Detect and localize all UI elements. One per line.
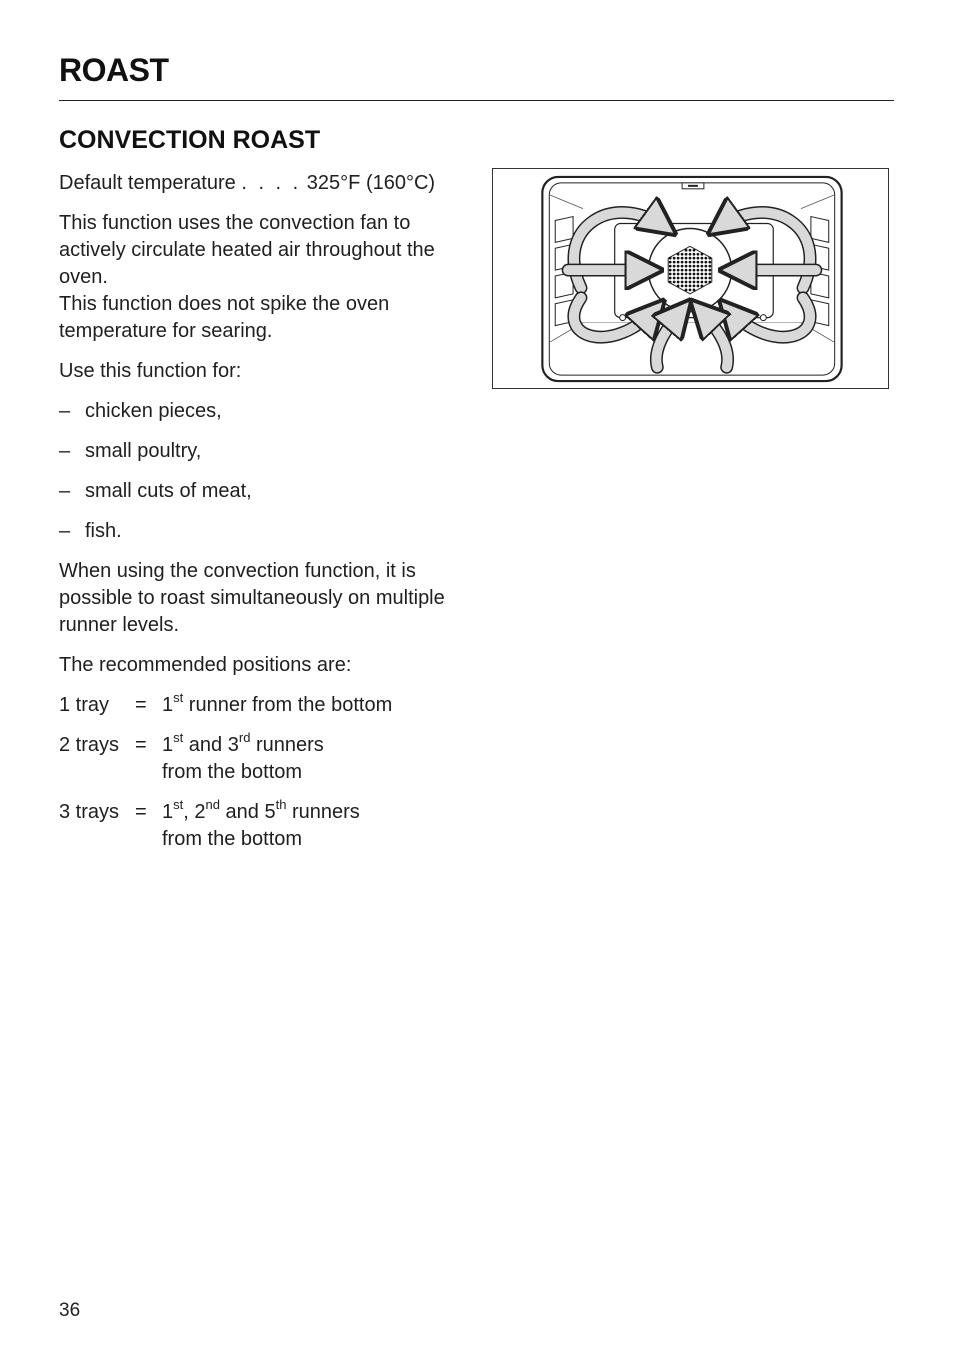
position-row (59, 692, 479, 719)
fan-grille-hole (677, 265, 680, 268)
fan-grille-hole (673, 261, 676, 264)
fan-grille-hole (704, 261, 707, 264)
use-list-item (59, 398, 479, 425)
use-list-item (59, 478, 479, 505)
fan-grille-hole (673, 269, 676, 272)
fan-grille-hole (689, 261, 692, 264)
fan-grille-hole (701, 269, 704, 272)
fan-grille-hole (673, 257, 676, 260)
multi-level-paragraph: When using the convection function, it is possible to roast simultaneously on multiple runner levels. (59, 560, 445, 636)
fan-grille-hole (681, 277, 684, 280)
fan-grille-hole (693, 281, 696, 284)
fan-grille-hole (689, 249, 692, 252)
fan-grille-hole (708, 281, 711, 284)
fan-grille-hole (689, 265, 692, 268)
use-list-item-text: fish. (85, 520, 122, 542)
fan-grille-hole (685, 269, 688, 272)
position-tray-count: 2 trays (59, 734, 120, 756)
fan-grille-hole (681, 285, 684, 288)
fan-grille-hole (685, 281, 688, 284)
default-temperature-value: 325°F (160°C) (306, 172, 436, 194)
fan-grille-hole (677, 253, 680, 256)
fan-grille-hole (689, 269, 692, 272)
bullet-dash: – (59, 520, 71, 542)
fan-grille-hole (693, 285, 696, 288)
uses-list (59, 398, 479, 545)
fan-grille-hole (677, 261, 680, 264)
title-divider (59, 100, 894, 101)
ordinal-suffix: th (275, 797, 287, 813)
fan-grille-hole (693, 269, 696, 272)
position-row (59, 799, 479, 853)
fan-grille-hole (701, 277, 704, 280)
fan-grille-hole (685, 273, 688, 276)
fan-grille-hole (689, 257, 692, 260)
fan-grille-hole (708, 257, 711, 260)
fan-grille-hole (697, 269, 700, 272)
fan-grille-hole (669, 281, 672, 284)
fan-grille-hole (693, 253, 696, 256)
position-tray-count: 1 tray (59, 694, 110, 716)
fan-grille-hole (681, 253, 684, 256)
page-title: ROAST (59, 52, 169, 88)
default-temperature-label: Default temperature (59, 172, 236, 194)
fan-grille-hole (704, 257, 707, 260)
bullet-dash: – (59, 480, 71, 502)
fan-grille-hole (693, 277, 696, 280)
fan-grille-hole (704, 265, 707, 268)
fan-grille-hole (685, 257, 688, 260)
description-line-1: This function uses the convection fan to actively circulate heated air throughout the oven. (59, 212, 435, 288)
fan-grille-hole (669, 257, 672, 260)
fan-grille-hole (669, 265, 672, 268)
fan-grille-hole (681, 273, 684, 276)
position-equals: = (135, 694, 147, 716)
position-runner-description: 1st runner from the bottom (162, 690, 393, 716)
leader-dots: . . . . (241, 172, 302, 194)
fan-grille-hole (704, 281, 707, 284)
position-row (59, 732, 479, 786)
fan-grille-hole (697, 257, 700, 260)
fan-grille-hole (697, 281, 700, 284)
fan-grille-hole (697, 285, 700, 288)
use-list-item-text: small poultry, (85, 440, 202, 462)
fan-grille-hole (669, 261, 672, 264)
fan-grille-hole (689, 281, 692, 284)
recommended-intro: The recommended positions are: (59, 654, 352, 676)
use-list-item (59, 438, 479, 465)
oven-convection-airflow-icon (493, 169, 888, 388)
fan-grille-hole (708, 261, 711, 264)
fan-grille-hole (681, 257, 684, 260)
position-runner-description: 1st and 3rd runners from the bottom (162, 730, 324, 783)
fan-grille-hole (685, 277, 688, 280)
ordinal-suffix: rd (238, 730, 251, 746)
fan-grille-hole (673, 277, 676, 280)
fan-grille-hole (685, 249, 688, 252)
fan-grille-hole (701, 285, 704, 288)
position-equals: = (135, 734, 147, 756)
fan-grille-hole (708, 277, 711, 280)
fan-grille-hole (685, 285, 688, 288)
section-title: CONVECTION ROAST (59, 126, 321, 154)
fan-grille-hole (689, 289, 692, 292)
bullet-dash: – (59, 400, 71, 422)
fan-grille-hole (697, 277, 700, 280)
fan-grille-hole (677, 281, 680, 284)
ordinal-suffix: nd (205, 797, 220, 813)
fan-grille-hole (701, 257, 704, 260)
fan-grille-hole (677, 277, 680, 280)
description-line-2: This function does not spike the oven temperature for searing. (59, 293, 390, 342)
position-tray-count: 3 trays (59, 801, 120, 823)
fan-grille-hole (697, 261, 700, 264)
fan-grille-hole (708, 273, 711, 276)
fan-grille-hole (697, 273, 700, 276)
use-list-item-text: small cuts of meat, (85, 480, 252, 502)
fan-grille-hole (693, 265, 696, 268)
fan-grille-hole (697, 253, 700, 256)
fan-grille-hole (685, 261, 688, 264)
fan-grille-hole (677, 257, 680, 260)
fan-grille-hole (704, 269, 707, 272)
fan-grille-hole (693, 257, 696, 260)
fan-grille-hole (697, 265, 700, 268)
fan-grille-hole (704, 277, 707, 280)
fan-grille-hole (704, 273, 707, 276)
fan-grille-hole (685, 253, 688, 256)
fan-grille-hole (701, 261, 704, 264)
convection-fan-illustration (492, 168, 889, 389)
position-runner-description: 1st, 2nd and 5th runners from the bottom (162, 797, 360, 850)
fan-grille-hole (701, 253, 704, 256)
fan-grille-hole (681, 261, 684, 264)
fan-grille-hole (669, 277, 672, 280)
position-equals: = (135, 801, 147, 823)
fan-grille-hole (701, 281, 704, 284)
fan-grille-hole (673, 273, 676, 276)
fan-grille-hole (693, 273, 696, 276)
fan-grille-hole (708, 269, 711, 272)
fan-grille-hole (689, 273, 692, 276)
bullet-dash: – (59, 440, 71, 462)
fan-grille-hole (681, 281, 684, 284)
fan-grille-hole (673, 281, 676, 284)
ordinal-suffix: st (173, 797, 184, 813)
description-paragraph (59, 210, 479, 345)
fan-grille-hole (685, 265, 688, 268)
fan-grille-hole (701, 273, 704, 276)
body-text-column (59, 170, 479, 866)
fan-grille-hole (669, 273, 672, 276)
fan-grille-hole (681, 269, 684, 272)
use-list-item-text: chicken pieces, (85, 400, 222, 422)
use-list-item (59, 518, 479, 545)
fan-grille-hole (693, 289, 696, 292)
fan-grille-hole (669, 269, 672, 272)
fan-grille-hole (689, 253, 692, 256)
page-number: 36 (59, 1300, 81, 1321)
fan-grille-hole (685, 289, 688, 292)
fan-grille-hole (701, 265, 704, 268)
fan-grille-hole (681, 265, 684, 268)
fan-grille-hole (677, 269, 680, 272)
fan-grille-hole (689, 277, 692, 280)
positions-list (59, 692, 479, 853)
ordinal-suffix: st (173, 690, 184, 706)
fan-grille-hole (677, 273, 680, 276)
use-for-intro: Use this function for: (59, 360, 242, 382)
fan-grille-hole (708, 265, 711, 268)
fan-grille-hole (689, 285, 692, 288)
default-temperature-line (59, 170, 479, 197)
fan-grille-hole (693, 261, 696, 264)
fan-grille-hole (677, 285, 680, 288)
fan-grille-hole (673, 265, 676, 268)
fan-grille-hole (693, 249, 696, 252)
ordinal-suffix: st (173, 730, 184, 746)
